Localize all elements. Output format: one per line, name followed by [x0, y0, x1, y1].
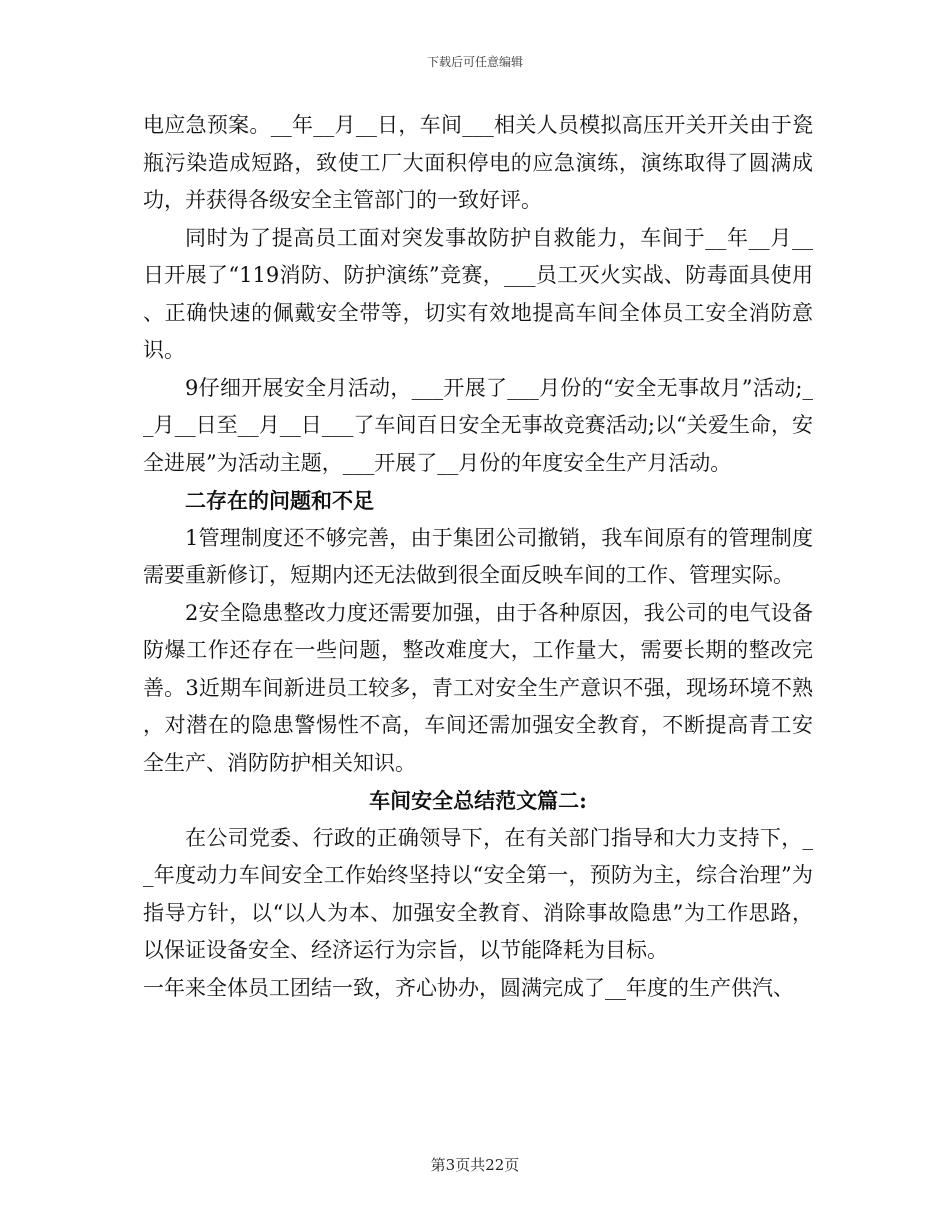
- section-heading-problems: 二存在的问题和不足: [185, 488, 374, 513]
- paragraph-guidance: 在公司党委、行政的正确领导下，在有关部门指导和大力支持下，__年度动力车间安全工作始终坚持以“安全第一，预防为主，综合治理”为指导方针，以“以人为本、加强安全教育、消除事故隐患”为工作思路，以保证设备安全、经济运行为宗旨，以节能降耗为目标。: [143, 825, 813, 962]
- document-body: [143, 107, 813, 1007]
- page-number: 第3页共22页: [430, 1156, 520, 1174]
- paragraph-safety-month: 9仔细开展安全月活动，___开展了___月份的“安全无事故月”活动;__月__日至__月__日___了车间百日安全无事故竞赛活动;以“关爱生命，安全进展”为活动主题，___开展了__月份的年度安全生产月活动。: [143, 375, 813, 475]
- paragraph-hazard-rectification: 2安全隐患整改力度还需要加强，由于各种原因，我公司的电气设备防爆工作还存在一些问题，整改难度大，工作量大，需要长期的整改完善。3近期车间新进员工较多，青工对安全生产意识不强，现场环境不熟，对潜在的隐患警惕性不高，车间还需加强安全教育，不断提高青工安全生产、消防防护相关知识。: [143, 600, 813, 775]
- paragraph-fire-drill: 同时为了提高员工面对突发事故防护自救能力，车间于__年__月__日开展了“119消防、防护演练”竞赛，___员工灭火实战、防毒面具使用、正确快速的佩戴安全带等，切实有效地提高车间全体员工安全消防意识。: [143, 225, 813, 362]
- paragraph-management-system: 1管理制度还不够完善，由于集团公司撤销，我车间原有的管理制度需要重新修订，短期内还无法做到很全面反映车间的工作、管理实际。: [143, 525, 813, 587]
- page-header-note: 下载后可任意编辑: [426, 55, 523, 69]
- paragraph-year-summary: 一年来全体员工团结一致，齐心协办，圆满完成了__年度的生产供汽、: [143, 975, 794, 1000]
- article-title-part-two: 车间安全总结范文篇二:: [369, 788, 587, 813]
- paragraph-emergency-drill: 电应急预案。__年__月__日，车间___相关人员模拟高压开关开关由于瓷瓶污染造成短路，致使工厂大面积停电的应急演练，演练取得了圆满成功，并获得各级安全主管部门的一致好评。: [143, 113, 813, 212]
